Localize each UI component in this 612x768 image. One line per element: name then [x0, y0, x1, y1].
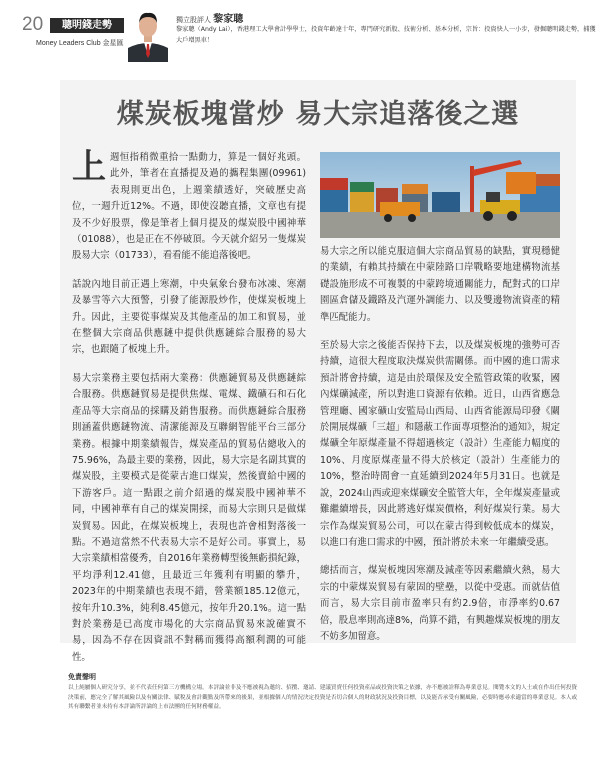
page-number: 20 — [22, 14, 44, 35]
disclaimer-title: 免責聲明 — [68, 673, 96, 681]
author-byline — [176, 10, 243, 25]
author-photo — [128, 6, 168, 62]
drop-cap: 上 — [72, 147, 106, 187]
port-container-photo — [320, 152, 560, 238]
author-role: 獨立股評人 — [176, 16, 211, 24]
paragraph: 至於易大宗之後能否保持下去，以及煤炭板塊的強勢可否持續，這很大程度取決煤炭供需關係。而中國的進口需求預計將會持續，這是由於環保及安全監管政策的收緊，國內煤礦減產，所以對進口資源有依賴。近日，山西省應急管理廳、國家礦山安監局山西局、山西省能源局印發《關於開展煤礦「三超」和隱蔽工作面專項整治的通知》，規定煤礦全年原煤產量不得超過核定（設計）生產能力幅度的10%、月度原煤產量不得大於核定（設計）生產能力的10%，整治時間會一直延續到2024年5月31日。也就是說，2024山西或迎來煤礦安全監管大年，全年煤炭產量或難繼續增長，因此將逃好煤炭價格，利好煤炭行業。易大宗作為煤炭貿易公司，可以在蒙古得到較低成本的煤炭，以進口有進口需求的中國，預計將於未來一年繼續受惠。 — [320, 340, 560, 548]
column-subtitle: Money Leaders Club 金星匯 — [36, 40, 124, 47]
column-title: 聰明錢走勢 — [50, 18, 124, 33]
paragraph: 上週恒指稍微重拾一點動力，算是一個好兆頭。此外，筆者在直播提及過的攜程集團(09961)表現則更出色，上週業績透好，突破歷史高位，一週升近12%。不過，即使沒聽直播，文章也有提及不少好股票，像是筆者上個月提及的煤炭股中國神華（01088），也是正在不停破頂。今天就介紹另一隻煤炭股易大宗（01733），看看能不能追落後吧。 — [72, 147, 306, 262]
paragraph: 易大宗業務主要包括兩大業務：供應鏈貿易及供應鏈綜合服務。供應鏈貿易是提供焦煤、電煤、鐵礦石和石化產品等大宗商品的採購及銷售服務。而供應鏈綜合服務則涵蓋供應鏈物流、清潔能源及互聯網智能平台三部分業務。根據中期業績報告，煤炭產品的貿易佔總收入的75.96%，為最主要的業務，因此，易大宗是名副其實的煤炭股，主要模式是從蒙古進口煤炭，然後賣給中國的下游客戶。這一點跟之前介紹過的煤炭股中國神華不同，中國神華有自己的煤炭開採，而易大宗則只是做煤炭貿易。因此，在煤炭板塊上，表現也許會相對落後一點。不過這當然不代表易大宗不是好公司。事實上，易大宗業績相當優秀，自2016年業務轉型後無虧損紀錄，平均淨利12.41億，且最近三年獲利有明顯的攀升，2023年的中期業績也表現不錯，營業額185.12億元，按年升10.3%，純利8.45億元，按年升20.1%。這一點對於業務是已高度市場化的大宗商品貿易來說確實不易，因為不存在因資訊不對稱而獲得高額利潤的可能性。 — [72, 372, 306, 663]
article-title: 煤炭板塊當炒 易大宗追落後之選 — [116, 99, 520, 130]
author-name: 黎家聰 — [213, 14, 244, 25]
paragraph: 易大宗之所以能克服這個大宗商品貿易的缺點，實現穩健的業績，有賴其持續在中蒙陸路口岸戰略要地建構物流基礎設施形成不可複製的中蒙跨境通關能力，配對式的口岸園區倉儲及鐵路及汽運外調能力、以及雙邊物流資產的精準匹配能力。 — [320, 246, 560, 323]
right-column — [320, 244, 560, 657]
disclaimer-text: 以上純屬個人研究分享，並不代表任何第三方機構立場。本評論並非及不應被視為邀約、招攬、邀請、建議買賣任何投資產品或投資決策之依據，亦不應被詮釋為專業意見。閱覽本文的人士或在作出任何投資決策前，應完全了解其風險以及有關法律、賦稅及會計觀點及所帶來的後果，並根據個人的情況決定投資是否切合個人的財政狀況及投資目標，以及能否承受有關風險，必要時應尋求適當的專業意見。本人或其有聯繫者並未持有本評論所評論的上市法團的任何財務權益。 — [68, 685, 578, 710]
left-column — [72, 147, 306, 678]
paragraph: 總括而言，煤炭板塊因寒潮及減產等因素繼續火熱，易大宗的中蒙煤炭貿易有蒙固的壁壘，以從中受惠。而就估值而言，易大宗目前市盈率只有約2.9倍，市淨率約0.67倍，股息率則高達8%，尚算不錯，有興趣煤炭板塊的朋友不妨多加留意。 — [320, 565, 560, 642]
paragraph: 話說內地目前正遇上寒潮，中央氣象台發布冰凍、寒潮及暴雪等六大預警，引發了能源股炒作，使煤炭板塊上升。因此，主要從事煤炭及其他產品的加工和貿易，並在整個大宗商品供應鏈中提供供應鏈綜合服務的易大宗，也跟隨了板塊上升。 — [72, 278, 306, 356]
author-bio: 黎家聰（Andy Lai），香港理工大學會計學學士，投資年齡達十年，專門研究新股、技術分析、基本分析，宗旨：投資快人一小步，發掘聰明錢走勢，捕獲大戶增黑車！ — [176, 26, 596, 44]
page-header — [0, 0, 612, 80]
